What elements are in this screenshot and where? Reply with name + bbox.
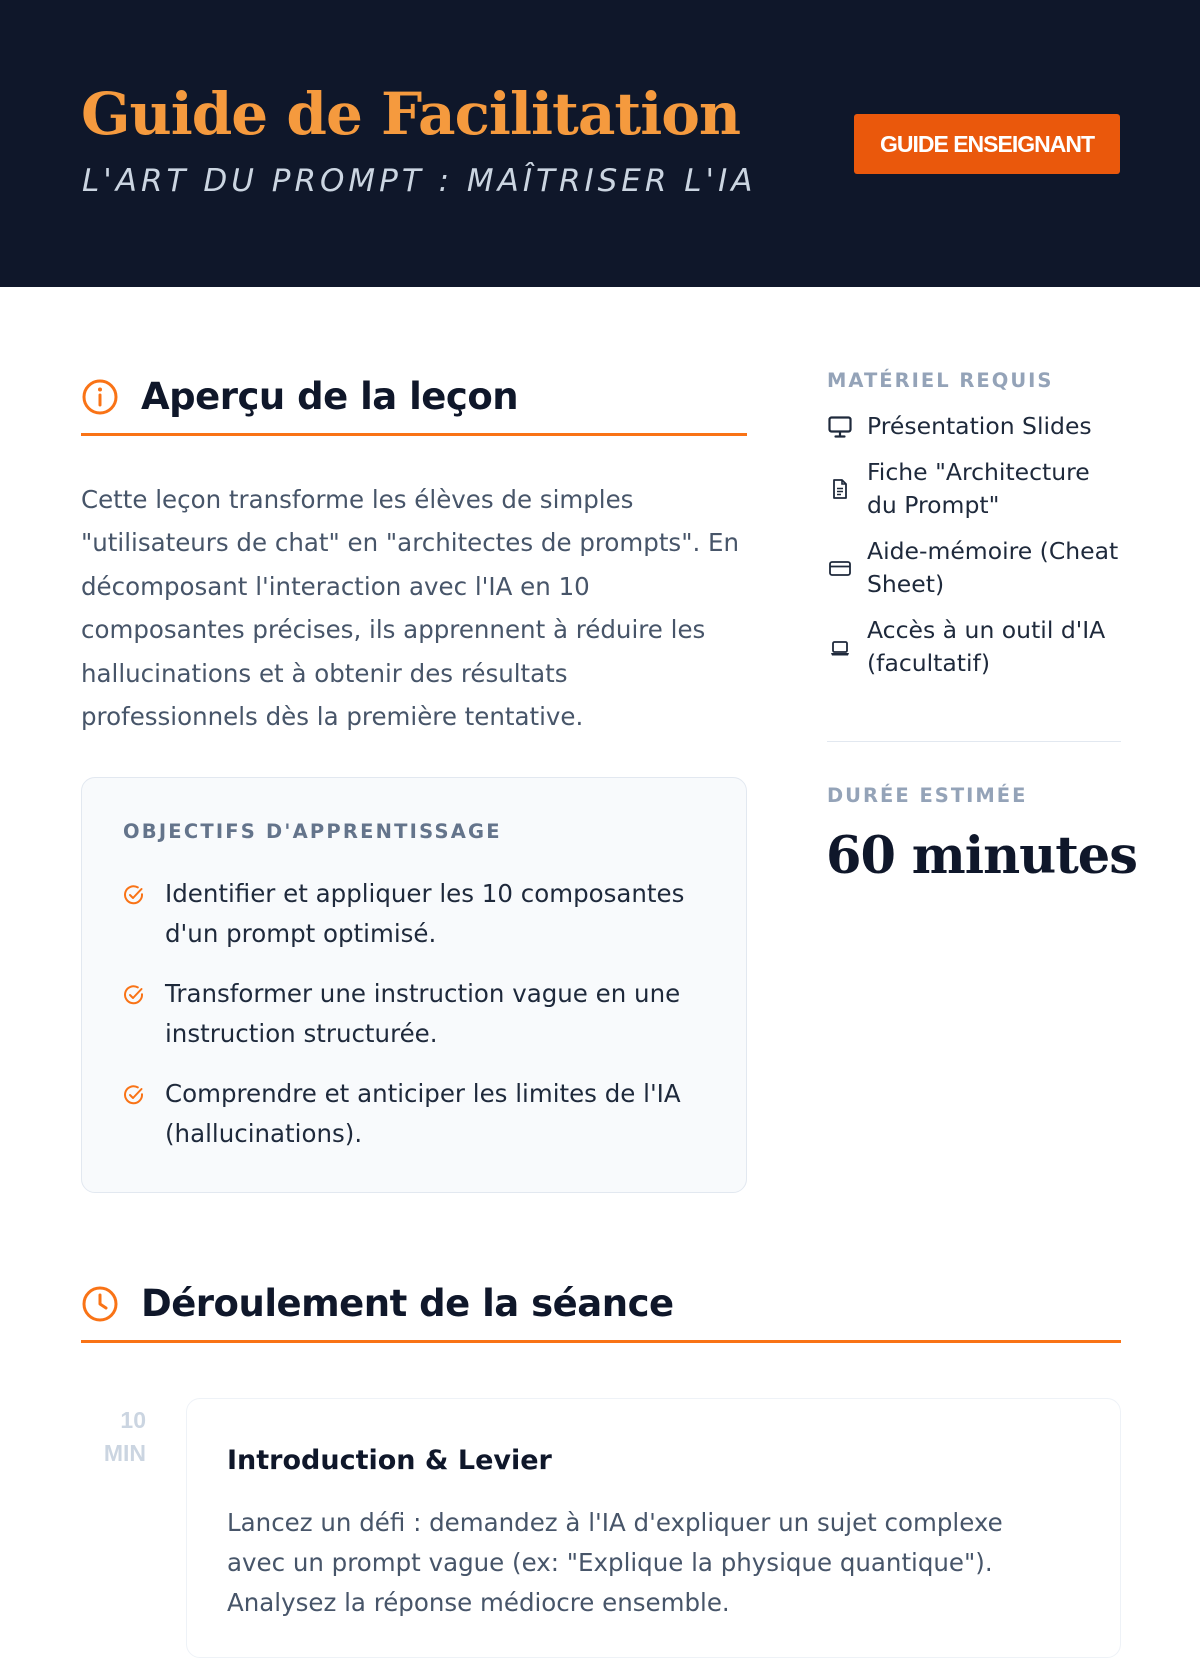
objectives-list	[123, 874, 723, 1174]
material-item	[827, 410, 1127, 444]
material-item	[827, 456, 1127, 523]
objectives-title: OBJECTIFS D'APPRENTISSAGE	[123, 820, 502, 843]
step-duration-unit: MIN	[103, 1440, 146, 1466]
overview-heading-text: Aperçu de la leçon	[141, 375, 519, 418]
teacher-guide-badge: GUIDE ENSEIGNANT	[854, 114, 1120, 174]
materials-list	[827, 410, 1127, 693]
objective-text: Transformer une instruction vague en une instruction structurée.	[165, 979, 681, 1048]
monitor-icon	[827, 414, 853, 440]
objectives-card	[81, 777, 747, 1193]
material-label: Présentation Slides	[867, 412, 1092, 440]
objective-item	[123, 874, 723, 954]
material-label: Aide-mémoire (Cheat Sheet)	[867, 536, 1119, 598]
session-step-card	[186, 1398, 1121, 1658]
card-icon	[827, 555, 853, 581]
check-circle-icon	[123, 884, 145, 906]
duration-value: 60 minutes	[826, 826, 1137, 886]
session-heading-text: Déroulement de la séance	[141, 1282, 674, 1325]
check-circle-icon	[123, 1084, 145, 1106]
material-item	[827, 535, 1127, 602]
materials-label: MATÉRIEL REQUIS	[827, 369, 1054, 392]
step-title: Introduction & Levier	[227, 1445, 552, 1476]
page-subtitle: L'ART DU PROMPT : MAÎTRISER L'IA	[82, 163, 757, 199]
step-duration	[80, 1404, 146, 1470]
info-circle-icon	[81, 378, 119, 416]
session-heading	[81, 1273, 1121, 1343]
laptop-icon	[827, 634, 853, 660]
material-label: Accès à un outil d'IA (facultatif)	[867, 615, 1106, 677]
objective-item	[123, 974, 723, 1054]
objective-text: Comprendre et anticiper les limites de l'IA (hallucinations).	[165, 1079, 681, 1148]
objective-text: Identifier et appliquer les 10 composantes d'un prompt optimisé.	[165, 879, 685, 948]
check-circle-icon	[123, 984, 145, 1006]
material-label: Fiche "Architecture du Prompt"	[867, 457, 1090, 519]
page-header	[0, 0, 1200, 287]
page-title: Guide de Facilitation	[81, 80, 741, 148]
material-item	[827, 614, 1127, 681]
objective-item	[123, 1074, 723, 1154]
overview-text: Cette leçon transforme les élèves de simples "utilisateurs de chat" en "architectes de prompts". En décomposant l'interaction avec l'IA en 10 composantes précises, ils apprennent à réduire les hallucinations et à obtenir des résultats professionnels dès la première tentative.	[81, 485, 740, 732]
duration-label: DURÉE ESTIMÉE	[827, 784, 1028, 807]
sidebar-divider	[827, 741, 1121, 742]
step-description: Lancez un défi : demandez à l'IA d'expliquer un sujet complexe avec un prompt vague (ex: "Explique la physique quantique"). Analysez la réponse médiocre ensemble.	[227, 1508, 1003, 1617]
overview-heading	[81, 366, 747, 436]
clock-icon	[81, 1285, 119, 1323]
document-icon	[827, 476, 853, 502]
step-duration-value: 10	[120, 1407, 146, 1433]
